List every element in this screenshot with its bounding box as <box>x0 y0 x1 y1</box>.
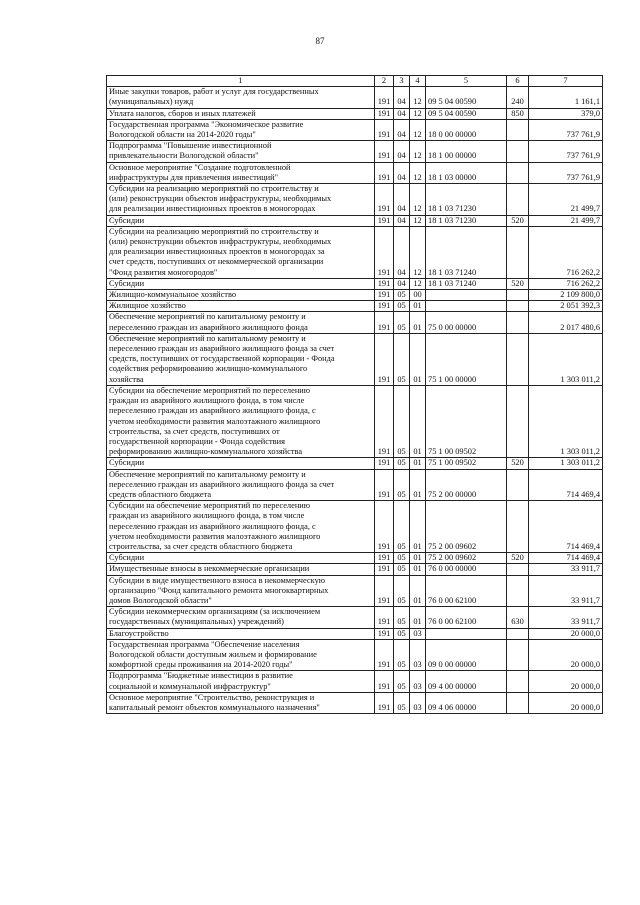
description-line: Государственная программа "Экономическое развитие <box>109 119 304 129</box>
description-line: Субсидии на реализацию мероприятий по строительству и <box>109 184 319 194</box>
section-code-cell: 05 <box>394 575 410 607</box>
ministry-code-cell: 191 <box>375 458 394 469</box>
subsection-code-cell: 01 <box>410 553 426 564</box>
target-article-cell <box>426 290 507 301</box>
target-article-cell: 09 0 00 00000 <box>426 639 507 671</box>
table-row <box>107 692 603 713</box>
section-code-cell: 05 <box>394 671 410 692</box>
amount-cell: 1 303 011,2 <box>529 458 603 469</box>
ministry-code-cell: 191 <box>375 469 394 501</box>
amount-cell: 714 469,4 <box>529 469 603 501</box>
expense-type-cell <box>507 385 529 457</box>
description-line: содействия реформированию жилищно-коммунального <box>109 364 308 374</box>
description-line: учетом необходимости развития малоэтажного жилищного <box>109 531 321 541</box>
expense-type-cell <box>507 575 529 607</box>
ministry-code-cell: 191 <box>375 87 394 108</box>
header-cell: 7 <box>529 76 603 87</box>
ministry-code-cell: 191 <box>375 671 394 692</box>
description-line: Субсидии <box>109 278 145 288</box>
ministry-code-cell: 191 <box>375 226 394 278</box>
table-row <box>107 469 603 501</box>
table-row <box>107 501 603 553</box>
section-code-cell: 04 <box>394 184 410 216</box>
expense-type-cell: 520 <box>507 458 529 469</box>
target-article-cell <box>426 301 507 312</box>
description-line: (или) реконструкции объектов инфраструктуры, необходимых <box>109 194 332 204</box>
table-row <box>107 119 603 140</box>
description-line: Вологодской области на 2014-2020 годы" <box>109 130 256 140</box>
target-article-cell: 09 4 00 00000 <box>426 671 507 692</box>
subsection-code-cell: 12 <box>410 278 426 289</box>
description-line: переселению граждан из аварийного жилищного фонда <box>109 322 308 332</box>
description-line: для реализации инвестиционных проектов в моногородах за <box>109 247 325 257</box>
subsection-code-cell: 00 <box>410 290 426 301</box>
ministry-code-cell: 191 <box>375 312 394 333</box>
table-row <box>107 278 603 289</box>
subsection-code-cell: 12 <box>410 215 426 226</box>
expense-type-cell: 850 <box>507 108 529 119</box>
description-line: государственных (муниципальных) учреждений) <box>109 617 284 627</box>
ministry-code-cell: 191 <box>375 553 394 564</box>
description-cell <box>107 692 375 713</box>
table-row <box>107 575 603 607</box>
target-article-cell: 75 2 00 00000 <box>426 469 507 501</box>
description-line: Обеспечение мероприятий по капитальному ремонту и <box>109 469 306 479</box>
section-code-cell: 05 <box>394 628 410 639</box>
description-cell <box>107 312 375 333</box>
expense-type-cell <box>507 671 529 692</box>
section-code-cell: 05 <box>394 607 410 628</box>
subsection-code-cell: 01 <box>410 385 426 457</box>
description-cell <box>107 385 375 457</box>
ministry-code-cell: 191 <box>375 141 394 162</box>
subsection-code-cell: 03 <box>410 671 426 692</box>
target-article-cell: 18 1 03 00000 <box>426 162 507 183</box>
amount-cell: 716 262,2 <box>529 278 603 289</box>
table-row <box>107 184 603 216</box>
expense-type-cell: 520 <box>507 553 529 564</box>
description-cell <box>107 458 375 469</box>
ministry-code-cell: 191 <box>375 119 394 140</box>
description-cell <box>107 278 375 289</box>
amount-cell: 737 761,9 <box>529 141 603 162</box>
description-line: привлекательности Вологодской области" <box>109 151 259 161</box>
section-code-cell: 05 <box>394 301 410 312</box>
description-cell <box>107 671 375 692</box>
table-row <box>107 385 603 457</box>
description-line: переселению граждан из аварийного жилищного фонда за счет <box>109 479 335 489</box>
expense-type-cell <box>507 333 529 385</box>
ministry-code-cell: 191 <box>375 607 394 628</box>
amount-cell: 1 161,1 <box>529 87 603 108</box>
ministry-code-cell: 191 <box>375 301 394 312</box>
amount-cell: 737 761,9 <box>529 119 603 140</box>
description-cell <box>107 119 375 140</box>
description-line: государственной корпорации - Фонда содействия <box>109 436 285 446</box>
section-code-cell: 05 <box>394 469 410 501</box>
ministry-code-cell: 191 <box>375 639 394 671</box>
table-row <box>107 639 603 671</box>
expense-type-cell <box>507 469 529 501</box>
target-article-cell: 76 0 00 62100 <box>426 607 507 628</box>
description-line: Благоустройство <box>109 628 169 638</box>
expense-type-cell <box>507 184 529 216</box>
amount-cell: 33 911,7 <box>529 564 603 575</box>
table-row <box>107 162 603 183</box>
description-line: реформированию жилищно-коммунального хозяйства <box>109 447 303 457</box>
ministry-code-cell: 191 <box>375 215 394 226</box>
expense-type-cell <box>507 119 529 140</box>
description-line: переселению граждан из аварийного жилищного фонда, с <box>109 521 316 531</box>
target-article-cell: 75 1 00 00000 <box>426 333 507 385</box>
table-row <box>107 301 603 312</box>
subsection-code-cell: 01 <box>410 312 426 333</box>
subsection-code-cell: 12 <box>410 162 426 183</box>
table-row <box>107 226 603 278</box>
amount-cell: 20 000,0 <box>529 628 603 639</box>
section-code-cell: 05 <box>394 333 410 385</box>
expense-type-cell: 630 <box>507 607 529 628</box>
description-cell <box>107 215 375 226</box>
description-line: Жилищное хозяйство <box>109 301 186 311</box>
table-row <box>107 564 603 575</box>
table-row <box>107 290 603 301</box>
description-line: Обеспечение мероприятий по капитальному ремонту и <box>109 333 306 343</box>
section-code-cell: 04 <box>394 215 410 226</box>
table-row <box>107 628 603 639</box>
description-line: "Фонд развития моногородов" <box>109 267 218 277</box>
description-line: Субсидии <box>109 553 145 563</box>
description-line: Вологодской области доступным жильем и формирование <box>109 649 317 659</box>
description-line: капитальный ремонт объектов коммунального назначения" <box>109 702 320 712</box>
expense-type-cell <box>507 628 529 639</box>
description-cell <box>107 108 375 119</box>
table-row <box>107 553 603 564</box>
expense-type-cell <box>507 290 529 301</box>
amount-cell: 716 262,2 <box>529 226 603 278</box>
description-line: социальной и коммунальной инфраструктур" <box>109 681 271 691</box>
ministry-code-cell: 191 <box>375 628 394 639</box>
section-code-cell: 04 <box>394 141 410 162</box>
description-line: инфраструктуры для привлечения инвестиций" <box>109 172 279 182</box>
description-line: граждан из аварийного жилищного фонда, в том числе <box>109 511 305 521</box>
ministry-code-cell: 191 <box>375 564 394 575</box>
description-cell <box>107 141 375 162</box>
subsection-code-cell: 12 <box>410 184 426 216</box>
ministry-code-cell: 191 <box>375 184 394 216</box>
amount-cell: 714 469,4 <box>529 501 603 553</box>
description-line: средств, поступивших от государственной корпорации - Фонда <box>109 354 335 364</box>
description-cell <box>107 575 375 607</box>
description-line: учетом необходимости развития малоэтажного жилищного <box>109 416 321 426</box>
target-article-cell: 75 0 00 00000 <box>426 312 507 333</box>
subsection-code-cell: 03 <box>410 692 426 713</box>
subsection-code-cell: 01 <box>410 301 426 312</box>
target-article-cell: 75 2 00 09602 <box>426 553 507 564</box>
target-article-cell: 18 1 03 71240 <box>426 226 507 278</box>
table-row <box>107 87 603 108</box>
description-line: Субсидии на реализацию мероприятий по строительству и <box>109 226 319 236</box>
description-line: Уплата налогов, сборов и иных платежей <box>109 108 256 118</box>
subsection-code-cell: 12 <box>410 119 426 140</box>
subsection-code-cell: 01 <box>410 469 426 501</box>
header-cell: 3 <box>394 76 410 87</box>
amount-cell: 714 469,4 <box>529 553 603 564</box>
section-code-cell: 04 <box>394 226 410 278</box>
target-article-cell: 75 1 00 09502 <box>426 385 507 457</box>
description-line: домов Вологодской области" <box>109 595 212 605</box>
expense-type-cell <box>507 564 529 575</box>
table-row <box>107 671 603 692</box>
budget-table <box>106 75 603 714</box>
section-code-cell: 05 <box>394 290 410 301</box>
ministry-code-cell: 191 <box>375 501 394 553</box>
ministry-code-cell: 191 <box>375 385 394 457</box>
table-row <box>107 312 603 333</box>
ministry-code-cell: 191 <box>375 278 394 289</box>
description-line: переселению граждан из аварийного жилищного фонда за счет <box>109 344 335 354</box>
header-cell: 5 <box>426 76 507 87</box>
description-line: хозяйства <box>109 374 144 384</box>
description-cell <box>107 333 375 385</box>
header-cell: 6 <box>507 76 529 87</box>
expense-type-cell <box>507 226 529 278</box>
table-row <box>107 607 603 628</box>
expense-type-cell <box>507 312 529 333</box>
subsection-code-cell: 03 <box>410 639 426 671</box>
section-code-cell: 05 <box>394 458 410 469</box>
subsection-code-cell: 01 <box>410 501 426 553</box>
amount-cell: 21 499,7 <box>529 184 603 216</box>
description-line: граждан из аварийного жилищного фонда, в том числе <box>109 396 305 406</box>
ministry-code-cell: 191 <box>375 108 394 119</box>
description-line: средств областного бюджета <box>109 489 212 499</box>
section-code-cell: 04 <box>394 119 410 140</box>
description-line: (муниципальных) нужд <box>109 97 194 107</box>
table-row <box>107 458 603 469</box>
expense-type-cell <box>507 501 529 553</box>
section-code-cell: 04 <box>394 87 410 108</box>
description-line: Имущественные взносы в некоммерческие организации <box>109 564 310 574</box>
target-article-cell: 18 1 00 00000 <box>426 141 507 162</box>
description-cell <box>107 639 375 671</box>
description-cell <box>107 301 375 312</box>
subsection-code-cell: 01 <box>410 458 426 469</box>
target-article-cell: 18 1 03 71240 <box>426 278 507 289</box>
description-line: Государственная программа "Обеспечение населения <box>109 639 300 649</box>
description-cell <box>107 564 375 575</box>
description-cell <box>107 184 375 216</box>
page-number: 87 <box>315 36 325 46</box>
section-code-cell: 05 <box>394 501 410 553</box>
description-line: (или) реконструкции объектов инфраструктуры, необходимых <box>109 237 332 247</box>
target-article-cell: 18 1 03 71230 <box>426 184 507 216</box>
description-line: переселению граждан из аварийного жилищного фонда, с <box>109 406 316 416</box>
target-article-cell: 09 5 04 00590 <box>426 108 507 119</box>
section-code-cell: 04 <box>394 162 410 183</box>
section-code-cell: 05 <box>394 312 410 333</box>
description-cell <box>107 290 375 301</box>
description-line: Субсидии на обеспечение мероприятий по переселению <box>109 385 311 395</box>
description-line: Субсидии на обеспечение мероприятий по переселению <box>109 501 311 511</box>
amount-cell: 737 761,9 <box>529 162 603 183</box>
description-cell <box>107 226 375 278</box>
amount-cell: 33 911,7 <box>529 607 603 628</box>
description-line: комфортной среды проживания на 2014-2020 годы" <box>109 660 293 670</box>
description-line: счет средств, поступивших от некоммерческой организации <box>109 257 324 267</box>
subsection-code-cell: 12 <box>410 108 426 119</box>
ministry-code-cell: 191 <box>375 162 394 183</box>
amount-cell: 21 499,7 <box>529 215 603 226</box>
subsection-code-cell: 03 <box>410 628 426 639</box>
description-cell <box>107 628 375 639</box>
subsection-code-cell: 01 <box>410 333 426 385</box>
target-article-cell: 18 1 03 71230 <box>426 215 507 226</box>
subsection-code-cell: 01 <box>410 575 426 607</box>
description-line: Субсидии <box>109 215 145 225</box>
target-article-cell: 75 2 00 09602 <box>426 501 507 553</box>
target-article-cell: 76 0 00 62100 <box>426 575 507 607</box>
description-cell <box>107 501 375 553</box>
description-line: строительства, за счет средств, поступивших от <box>109 426 280 436</box>
header-cell: 2 <box>375 76 394 87</box>
description-cell <box>107 162 375 183</box>
section-code-cell: 05 <box>394 639 410 671</box>
table-row <box>107 215 603 226</box>
amount-cell: 1 303 011,2 <box>529 333 603 385</box>
expense-type-cell: 240 <box>507 87 529 108</box>
amount-cell: 33 911,7 <box>529 575 603 607</box>
table-header-row <box>107 76 603 87</box>
description-line: Основное мероприятие "Строительство, реконструкция и <box>109 692 315 702</box>
ministry-code-cell: 191 <box>375 290 394 301</box>
section-code-cell: 04 <box>394 108 410 119</box>
target-article-cell: 09 5 04 00590 <box>426 87 507 108</box>
amount-cell: 20 000,0 <box>529 671 603 692</box>
expense-type-cell: 520 <box>507 278 529 289</box>
description-cell <box>107 553 375 564</box>
header-cell: 4 <box>410 76 426 87</box>
description-line: Подпрограмма "Повышение инвестиционной <box>109 141 272 151</box>
expense-type-cell <box>507 301 529 312</box>
section-code-cell: 05 <box>394 564 410 575</box>
subsection-code-cell: 01 <box>410 564 426 575</box>
target-article-cell: 09 4 06 00000 <box>426 692 507 713</box>
target-article-cell: 75 1 00 09502 <box>426 458 507 469</box>
description-line: для реализации инвестиционных проектов в моногородах <box>109 204 316 214</box>
ministry-code-cell: 191 <box>375 333 394 385</box>
subsection-code-cell: 12 <box>410 87 426 108</box>
expense-type-cell <box>507 692 529 713</box>
description-line: строительства, за счет средств областного бюджета <box>109 541 293 551</box>
description-line: Жилищно-коммунальное хозяйство <box>109 290 237 300</box>
ministry-code-cell: 191 <box>375 575 394 607</box>
amount-cell: 2 017 480,6 <box>529 312 603 333</box>
amount-cell: 20 000,0 <box>529 692 603 713</box>
target-article-cell <box>426 628 507 639</box>
section-code-cell: 04 <box>394 278 410 289</box>
amount-cell: 1 303 011,2 <box>529 385 603 457</box>
description-line: организацию "Фонд капитального ремонта многоквартирных <box>109 585 329 595</box>
target-article-cell: 18 0 00 00000 <box>426 119 507 140</box>
amount-cell: 2 109 800,0 <box>529 290 603 301</box>
table-row <box>107 333 603 385</box>
amount-cell: 2 051 392,3 <box>529 301 603 312</box>
subsection-code-cell: 01 <box>410 607 426 628</box>
subsection-code-cell: 12 <box>410 141 426 162</box>
target-article-cell: 76 0 00 00000 <box>426 564 507 575</box>
amount-cell: 20 000,0 <box>529 639 603 671</box>
header-cell: 1 <box>107 76 375 87</box>
expense-type-cell: 520 <box>507 215 529 226</box>
subsection-code-cell: 12 <box>410 226 426 278</box>
description-line: Иные закупки товаров, работ и услуг для государственных <box>109 87 319 97</box>
expense-type-cell <box>507 639 529 671</box>
description-line: Субсидии <box>109 458 145 468</box>
description-cell <box>107 87 375 108</box>
expense-type-cell <box>507 162 529 183</box>
description-line: Субсидии в виде имущественного взноса в некоммерческую <box>109 575 326 585</box>
description-cell <box>107 607 375 628</box>
section-code-cell: 05 <box>394 692 410 713</box>
description-line: Обеспечение мероприятий по капитальному ремонту и <box>109 312 306 322</box>
description-cell <box>107 469 375 501</box>
expense-type-cell <box>507 141 529 162</box>
amount-cell: 379,0 <box>529 108 603 119</box>
description-line: Основное мероприятие "Создание подготовленной <box>109 162 291 172</box>
section-code-cell: 05 <box>394 553 410 564</box>
description-line: Подпрограмма "Бюджетные инвестиции в развитие <box>109 671 293 681</box>
ministry-code-cell: 191 <box>375 692 394 713</box>
table-row <box>107 141 603 162</box>
description-line: Субсидии некоммерческим организациям (за исключением <box>109 607 321 617</box>
section-code-cell: 05 <box>394 385 410 457</box>
table-row <box>107 108 603 119</box>
